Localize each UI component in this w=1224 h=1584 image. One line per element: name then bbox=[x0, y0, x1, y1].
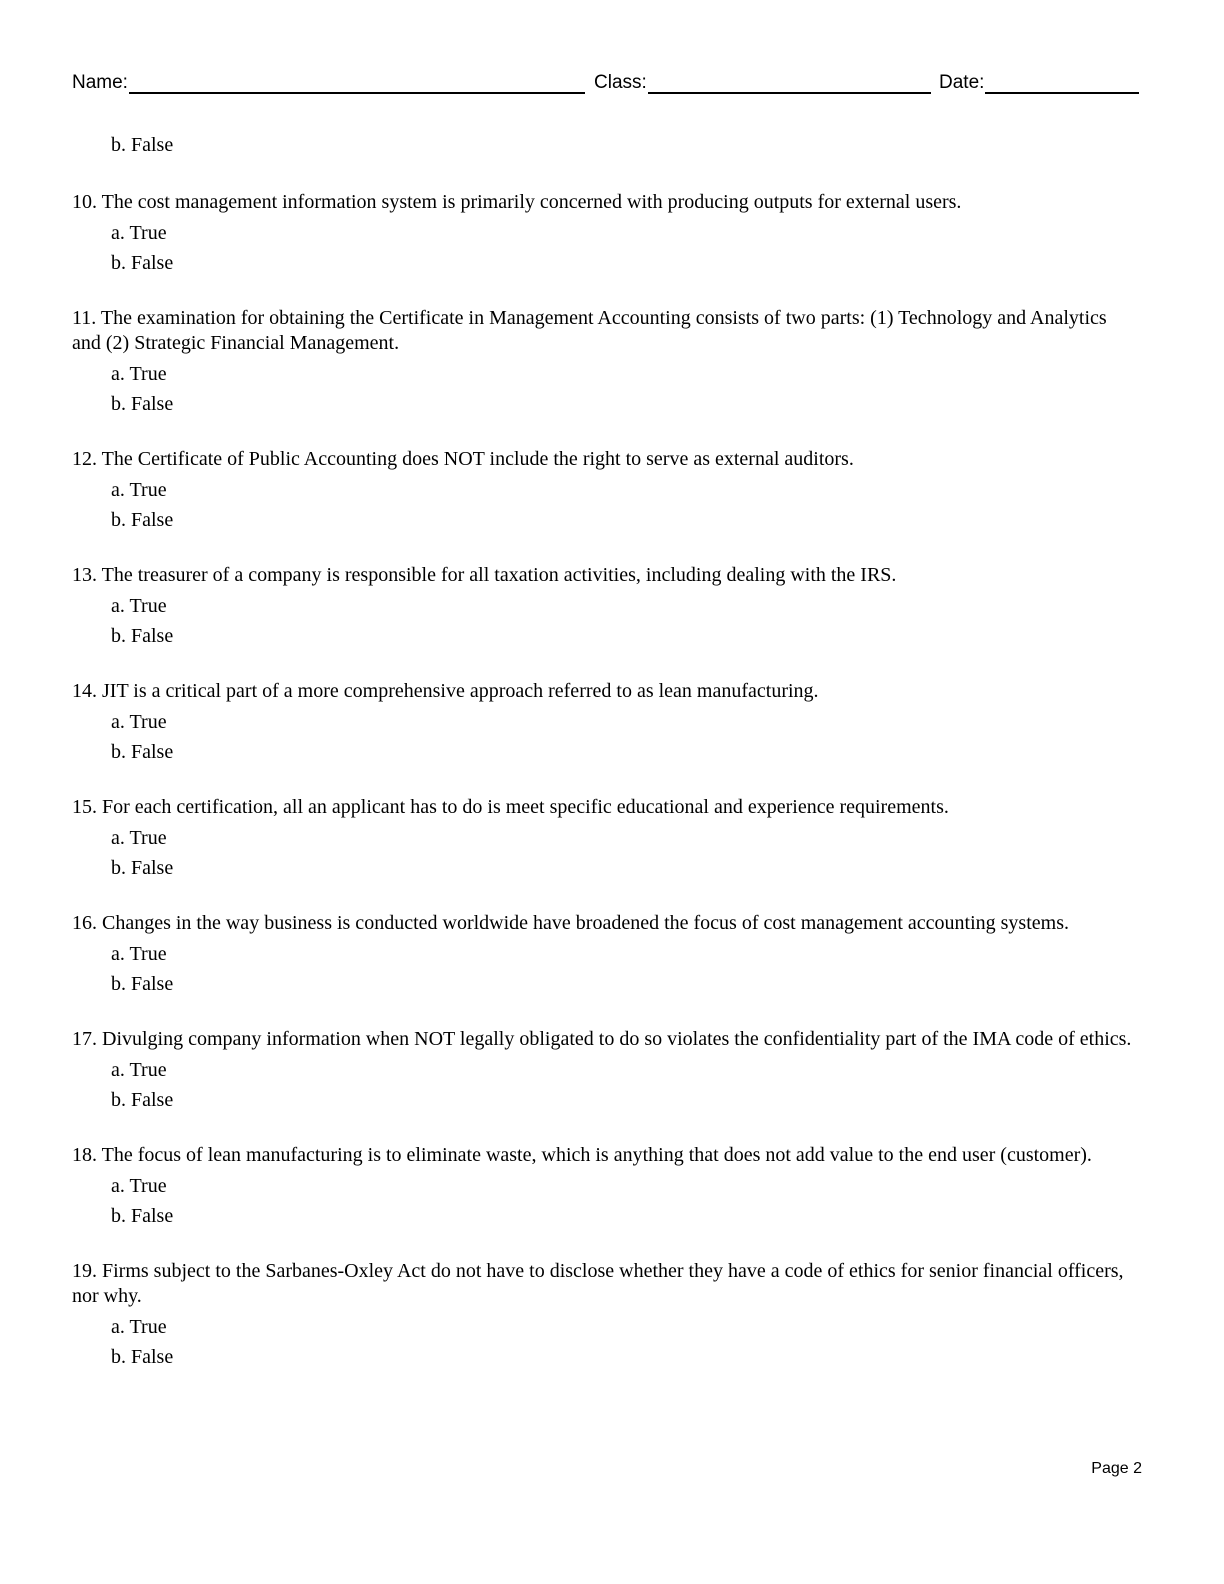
option-true[interactable]: a. True bbox=[111, 479, 167, 501]
option-true[interactable]: a. True bbox=[111, 943, 167, 965]
option-false[interactable]: b. False bbox=[111, 509, 174, 531]
questions-container bbox=[72, 190, 1134, 1372]
question-text bbox=[72, 447, 1134, 472]
question-body: The focus of lean manufacturing is to eliminate waste, which is anything that does not add value to the end user (customer). bbox=[101, 1144, 1092, 1166]
question-number: 15. bbox=[72, 796, 97, 818]
question-body: The Certificate of Public Accounting does NOT include the right to serve as external auditors. bbox=[101, 448, 854, 470]
option-false[interactable]: b. False bbox=[111, 1205, 174, 1227]
class-blank-line[interactable] bbox=[648, 70, 931, 94]
question-item bbox=[72, 911, 1134, 999]
question-text bbox=[72, 679, 1134, 704]
option-true[interactable]: a. True bbox=[111, 1059, 167, 1081]
question-text bbox=[72, 1143, 1134, 1168]
name-label: Name: bbox=[72, 72, 128, 93]
option-true[interactable]: a. True bbox=[111, 363, 167, 385]
question-list bbox=[72, 133, 1134, 1372]
question-item bbox=[72, 795, 1134, 883]
question-number: 18. bbox=[72, 1144, 97, 1166]
option-true[interactable]: a. True bbox=[111, 1316, 167, 1338]
question-text bbox=[72, 190, 1134, 215]
class-field bbox=[594, 70, 931, 94]
option-false[interactable]: b. False bbox=[111, 741, 174, 763]
question-body: The treasurer of a company is responsible for all taxation activities, including dealing with the IRS. bbox=[101, 564, 897, 586]
option-false[interactable]: b. False bbox=[111, 625, 174, 647]
question-text bbox=[72, 306, 1134, 356]
question-body: Divulging company information when NOT legally obligated to do so violates the confidentiality part of the IMA code of ethics. bbox=[102, 1028, 1132, 1050]
option-true[interactable]: a. True bbox=[111, 595, 167, 617]
question-number: 17. bbox=[72, 1028, 97, 1050]
question-body: The cost management information system is primarily concerned with producing outputs for external users. bbox=[101, 191, 962, 213]
name-blank-line[interactable] bbox=[129, 70, 585, 94]
date-field bbox=[939, 70, 1139, 94]
question-text bbox=[72, 1027, 1134, 1052]
question-item bbox=[72, 1259, 1134, 1372]
question-text bbox=[72, 563, 1134, 588]
question-number: 12. bbox=[72, 448, 97, 470]
question-body: Firms subject to the Sarbanes-Oxley Act do not have to disclose whether they have a code of ethics for senior financial officers, nor why. bbox=[72, 1260, 1124, 1307]
option-true[interactable]: a. True bbox=[111, 827, 167, 849]
question-body: The examination for obtaining the Certificate in Management Accounting consists of two parts: (1) Technology and Analytics and (2) Strategic Financial Management. bbox=[72, 307, 1107, 354]
question-text bbox=[72, 795, 1134, 820]
question-text bbox=[72, 1259, 1134, 1309]
question-body: For each certification, all an applicant has to do is meet specific educational and experience requirements. bbox=[102, 796, 949, 818]
option-true[interactable]: a. True bbox=[111, 711, 167, 733]
question-item bbox=[72, 563, 1134, 651]
question-number: 16. bbox=[72, 912, 97, 934]
question-text bbox=[72, 911, 1134, 936]
page-number: Page 2 bbox=[1091, 1460, 1142, 1477]
question-item bbox=[72, 190, 1134, 278]
carryover-option: b. False bbox=[111, 134, 174, 156]
question-item bbox=[72, 679, 1134, 767]
question-number: 19. bbox=[72, 1260, 97, 1282]
student-info-header bbox=[72, 70, 1144, 98]
question-body: JIT is a critical part of a more comprehensive approach referred to as lean manufacturing. bbox=[102, 680, 819, 702]
option-false[interactable]: b. False bbox=[111, 973, 174, 995]
option-false[interactable]: b. False bbox=[111, 857, 174, 879]
question-item bbox=[72, 447, 1134, 535]
date-label: Date: bbox=[939, 72, 985, 93]
option-false[interactable]: b. False bbox=[111, 1089, 174, 1111]
option-true[interactable]: a. True bbox=[111, 222, 167, 244]
option-true[interactable]: a. True bbox=[111, 1175, 167, 1197]
question-number: 11. bbox=[72, 307, 97, 329]
question-body: Changes in the way business is conducted worldwide have broadened the focus of cost management accounting systems. bbox=[102, 912, 1069, 934]
class-label: Class: bbox=[594, 72, 647, 93]
question-number: 10. bbox=[72, 191, 97, 213]
question-item bbox=[72, 306, 1134, 419]
date-blank-line[interactable] bbox=[985, 70, 1139, 94]
option-false[interactable]: b. False bbox=[111, 393, 174, 415]
question-item bbox=[72, 1143, 1134, 1231]
option-false[interactable]: b. False bbox=[111, 1346, 174, 1368]
option-false[interactable]: b. False bbox=[111, 252, 174, 274]
question-item bbox=[72, 1027, 1134, 1115]
name-field bbox=[72, 70, 585, 94]
question-number: 13. bbox=[72, 564, 97, 586]
question-number: 14. bbox=[72, 680, 97, 702]
